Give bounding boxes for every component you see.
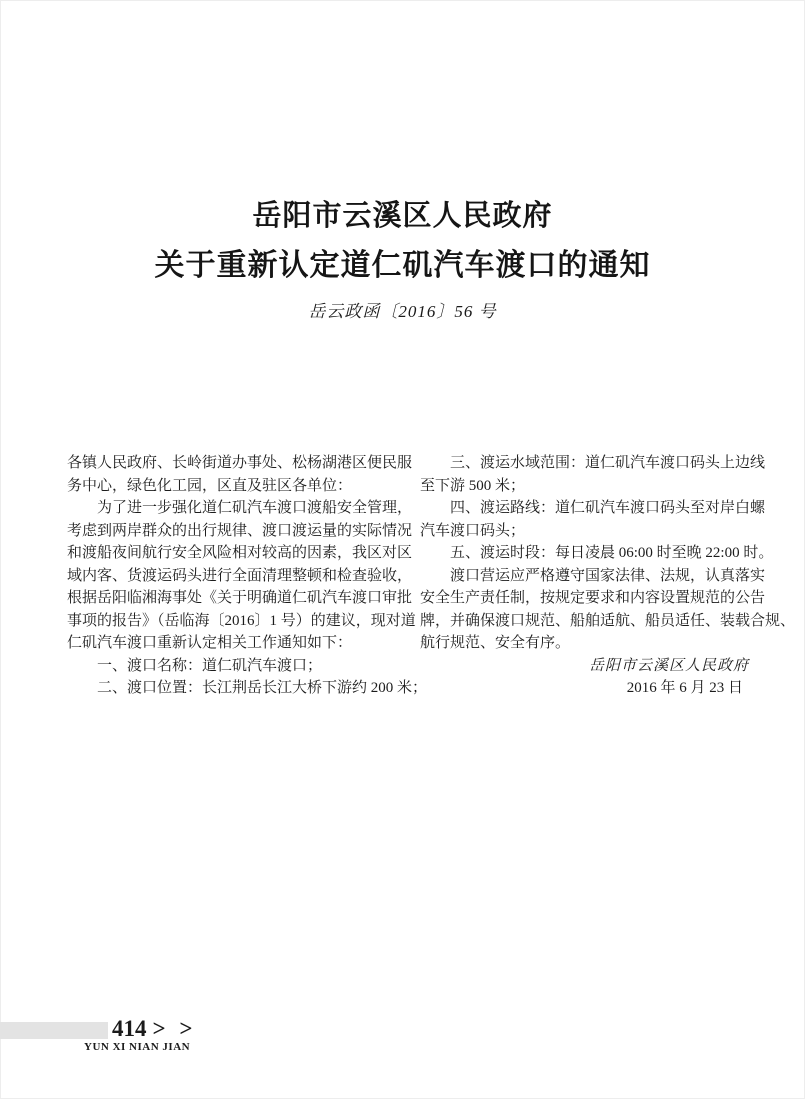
document-title-line1: 岳阳市云溪区人民政府 [252,200,553,232]
signature-date: 2016 年 6 月 23 日 [626,680,743,696]
document-title-line2: 关于重新认定道仁矶汽车渡口的通知 [154,249,651,282]
body-text-line: 汽车渡口码头； [420,522,526,539]
footer-gray-bar [0,1022,108,1039]
body-text-line: 安全生产责任制，按规定要求和内容设置规范的公告 [420,590,766,606]
body-text-line: 五、渡运时段：每日凌晨 06:00 时至晚 22:00 时。 [420,545,774,561]
body-text-line: 事项的报告》（岳临海〔2016〕1 号）的建议，现对道 [67,612,416,629]
body-text-line: 四、渡运路线：道仁矶汽车渡口码头至对岸白螺 [420,500,766,516]
body-text-line: 至下游 500 米； [420,477,526,494]
body-text-line: 和渡船夜间航行安全风险相对较高的因素，我区对区 [67,545,413,561]
body-text-line: 渡口营运应严格遵守国家法律、法规，认真落实 [420,567,766,584]
footer-page-number [112,1017,196,1041]
signature-organization: 岳阳市云溪区人民政府 [588,657,749,674]
body-text-line: 根据岳阳临湘海事处《关于明确道仁矶汽车渡口审批 [67,590,413,606]
body-text-line: 一、渡口名称：道仁矶汽车渡口； [67,657,323,674]
body-column-left [67,452,428,700]
body-text-line: 仁矶汽车渡口重新认定相关工作通知如下： [67,635,353,651]
body-text-line: 务中心，绿色化工园，区直及驻区各单位： [67,477,353,494]
body-column-right-lines [420,452,796,655]
footer-journal-name: YUN XI NIAN JIAN [84,1041,191,1053]
page-number-arrows-icon: > > [152,1016,197,1041]
body-text-line: 牌，并确保渡口规范、船舶适航、船员适任、装载合规、 [420,612,796,629]
document-number: 岳云政函〔2016〕56 号 [308,302,497,321]
body-text-line: 二、渡口位置：长江荆岳长江大桥下游约 200 米； [67,680,428,696]
body-text-line: 考虑到两岸群众的出行规律、渡口渡运量的实际情况 [67,522,413,539]
body-text-line: 域内客、货渡运码头进行全面清理整顿和检查验收， [67,567,413,584]
body-text-line: 三、渡运水域范围：道仁矶汽车渡口码头上边线 [420,455,766,471]
page-number-value: 414 [112,1016,147,1041]
body-text-line: 各镇人民政府、长岭街道办事处、松杨湖港区便民服 [67,455,413,471]
body-column-right [420,452,796,700]
body-text-line: 航行规范、安全有序。 [420,635,571,651]
body-text-line: 为了进一步强化道仁矶汽车渡口渡船安全管理， [67,500,413,516]
